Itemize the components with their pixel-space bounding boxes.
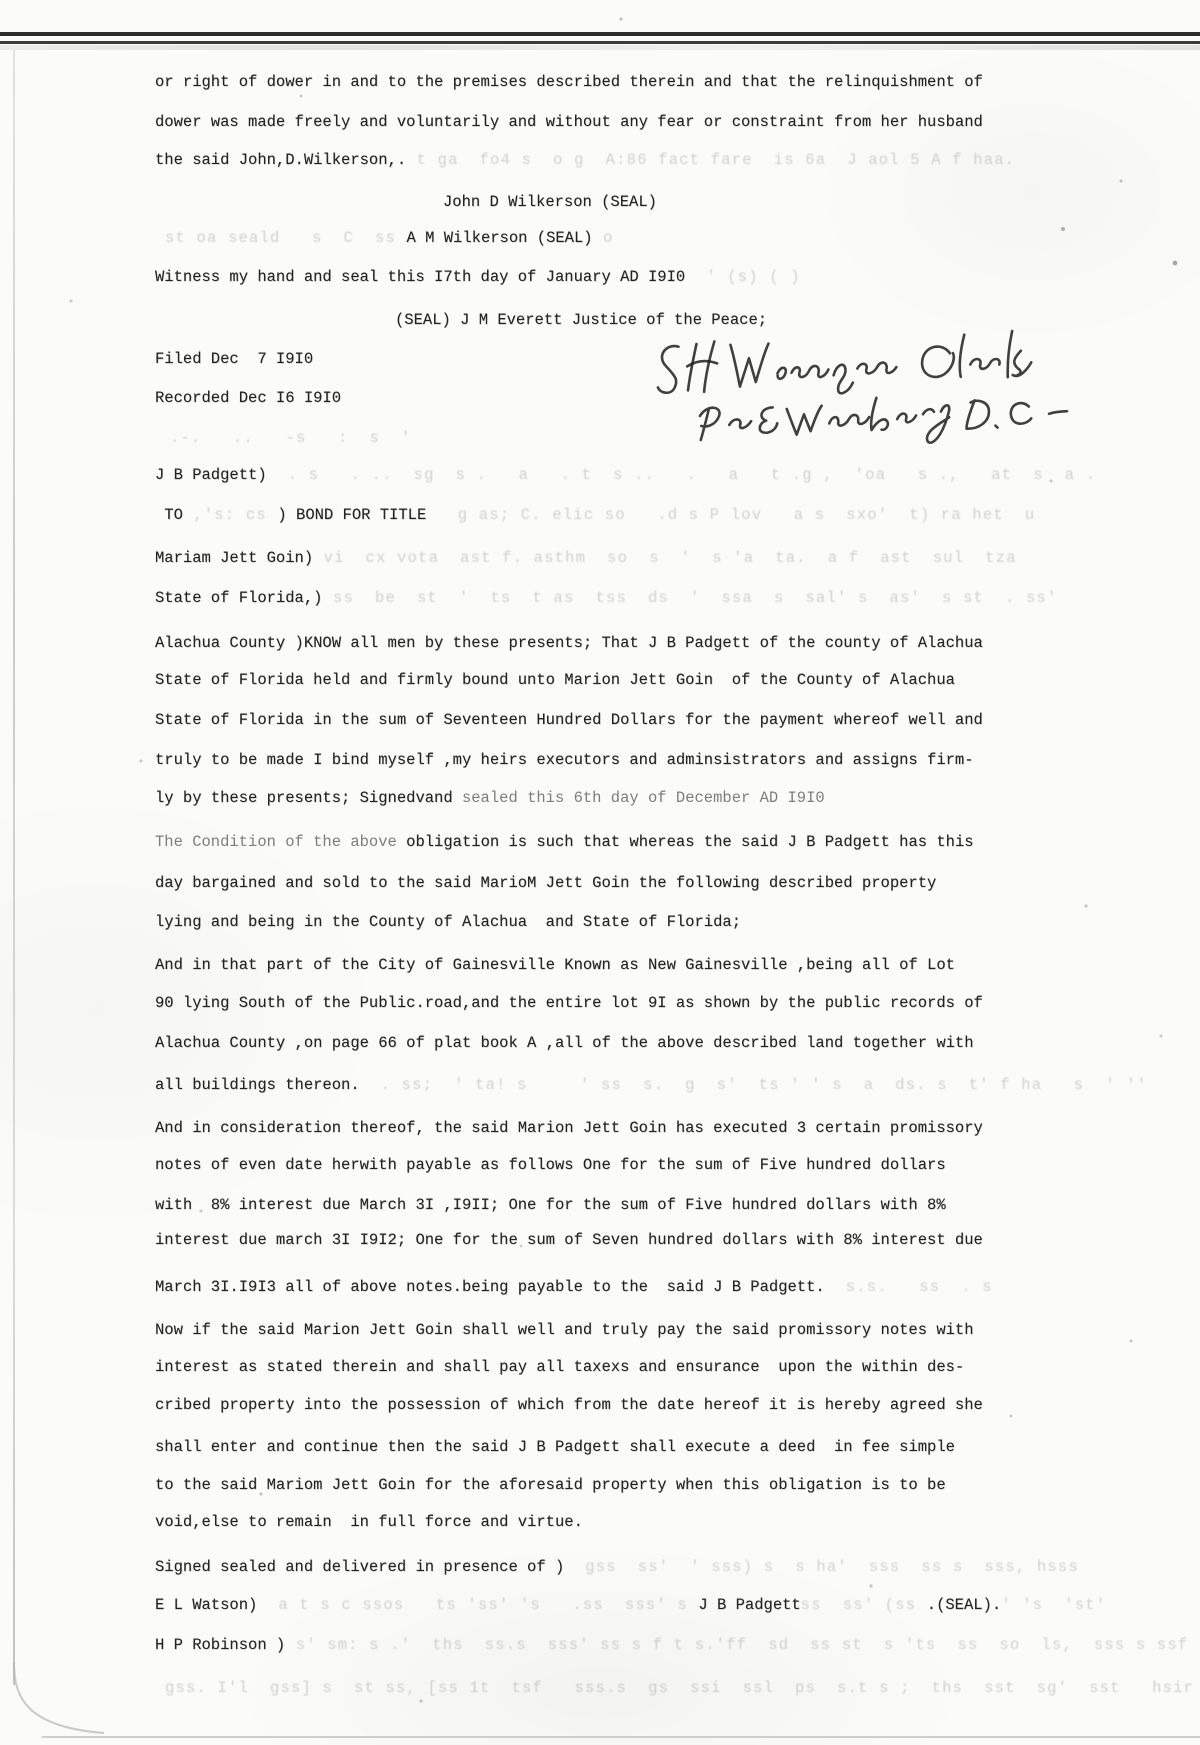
typewritten-text: The Condition of the above [155,833,407,851]
page-corner-curve [0,1655,130,1745]
page-bottom-edge-line [42,1736,1200,1738]
document-line [155,349,313,369]
typewritten-text: State of Florida held and firmly bound unto Marion Jett Goin of the County of Alachua [155,671,955,689]
typewritten-text: 90 lying South of the Public.road,and the entire lot 9I as shown by the public records of [155,994,983,1012]
document-line [155,710,983,730]
typewritten-text: And in that part of the City of Gainesville Known as New Gainesville ,being all of Lot [155,956,955,974]
typewritten-text: obligation is such that whereas the said J B Padgett has this [406,833,974,851]
typewritten-text: notes of even date herwith payable as follows One for the sum of Five hundred dollars [155,1156,946,1174]
document-line [155,1595,1106,1615]
page-left-edge-line [13,50,15,1685]
document-line [155,1155,946,1175]
typewritten-text: Recorded Dec I6 I9I0 [155,389,342,407]
document-line [155,955,955,975]
document-line [155,150,1015,170]
typewritten-text: truly to be made I bind myself ,my heirs executors and adminsistrators and assigns firm- [155,751,974,769]
document-line [155,72,983,92]
typewritten-text: sealed this 6th day of December AD I9I0 [461,789,825,807]
top-scan-rule-2 [0,41,1200,44]
typewritten-text: Witness my hand and seal this I7th day of January AD I9I0 [155,268,686,286]
typewritten-text: Mariam Jett Goin) [155,549,314,567]
typewritten-text: the said John,D.Wilkerson,. [155,151,407,169]
document-line [155,548,1017,568]
ghost-text: . s . .. sg s . a . t s .. . a t .g , 'oa s ., at s a . [266,466,1097,484]
document-line [155,750,974,770]
document-line [155,788,825,808]
typewritten-text: State of Florida,) [155,589,323,607]
document-line [155,1230,983,1250]
typewritten-text: with 8% interest due March 3I ,I9II; One for the sum of Five hundred dollars with 8% [155,1196,946,1214]
clerk-signature-handwriting [634,312,1108,460]
document-line [155,1395,983,1415]
typewritten-text: Alachua County ,on page 66 of plat book A ,all of the above described land together with [155,1034,974,1052]
ghost-text: ' (s) ( ) [685,268,801,286]
typewritten-text: H P Robinson ) [155,1636,286,1654]
scan-noise-specks [0,0,2,2]
ghost-text: gss ss' ' sss) s s ha' sss ss s sss, hsss [564,1558,1079,1576]
typewritten-text: E L Watson) [155,1596,258,1614]
document-line [155,1475,946,1495]
document-line [155,993,983,1013]
ghost-text: ' 's 'st' [1001,1596,1107,1614]
typewritten-text: State of Florida in the sum of Seventeen Hundred Dollars for the payment whereof well and [155,711,983,729]
document-line [155,1437,955,1457]
document-line [443,192,657,212]
document-line [155,1635,1188,1655]
document-line [155,505,1035,525]
ghost-text: s.s. ss . s [824,1278,993,1296]
typewritten-text: A M Wilkerson (SEAL) [406,229,593,247]
document-line [155,588,1058,608]
ghost-text: gss. I'l gss] s st ss, [ss 1t tsf sss.s gs ssi ssl ps s.t s ; ths sst sg' sst hsir [165,1679,1195,1697]
typewritten-text: to the said Mariom Jett Goin for the aforesaid property when this obligation is to be [155,1476,946,1494]
document-line [155,1195,946,1215]
document-line [155,1357,964,1377]
ghost-text: .-. .. -s : s ' [170,429,412,447]
ghost-text: ,'s: cs [182,506,278,524]
document-line [155,465,1096,485]
document-line [155,873,936,893]
document-line [155,670,955,690]
typewritten-text: J B Padgett [698,1596,801,1614]
document-line [155,1033,974,1053]
signature-line-2 [700,391,1068,450]
typewritten-text: Filed Dec 7 I9I0 [155,350,314,368]
typewritten-text: ly by these presents; Signedvand [155,789,462,807]
typewritten-text: Alachua County )KNOW all men by these presents; That J B Padgett of the county of Alachua [155,634,983,652]
typewritten-text: or right of dower in and to the premises described therein and that the relinquishment of [155,73,983,91]
document-line [155,633,983,653]
ghost-text: a t s c ssos ts 'ss' 's .ss sss' s [257,1596,699,1614]
typewritten-text: dower was made freely and voluntarily and without any fear or constraint from her husband [155,113,983,131]
typewritten-text: interest due march 3I I9I2; One for the sum of Seven hundred dollars with 8% interest due [155,1231,983,1249]
typewritten-text: day bargained and sold to the said MarioM Jett Goin the following described property [155,874,937,892]
typewritten-text: .(SEAL). [926,1596,1002,1614]
document-line [170,428,412,448]
typewritten-text: Signed sealed and delivered in presence of ) [155,1558,565,1576]
document-line [155,832,974,852]
typewritten-text: lying and being in the County of Alachua and State of Florida; [155,913,741,931]
typewritten-text: interest as stated therein and shall pay all taxexs and ensurance upon the within des- [155,1358,965,1376]
document-line [165,228,614,248]
typewritten-text: (SEAL) J M Everett Justice of the Peace; [395,311,768,329]
document-line [155,1118,983,1138]
typewritten-text: John D Wilkerson (SEAL) [443,193,657,211]
ghost-text: t ga fo4 s o g A:86 fact fare is 6a J aol 5 A f haa. [406,151,1016,169]
typewritten-text: void,else to remain in full force and virtue. [155,1513,583,1531]
document-line [165,1678,1194,1698]
document-line [155,267,801,287]
top-scan-smear [0,45,1200,50]
document-line [155,1512,583,1532]
document-line [395,310,767,330]
ghost-text: vi cx vota ast f. asthm so s ' s 'a ta. a f ast sul tza [313,549,1017,567]
document-line [155,1320,974,1340]
typewritten-text: cribed property into the possession of which from the date hereof it is hereby agreed she [155,1396,983,1414]
document-line [155,1277,993,1297]
document-line [155,912,741,932]
ghost-text: ss be st ' ts t as tss ds ' ssa s sal' s as' s st . ss' [322,589,1058,607]
ghost-text: ss ss' (ss [800,1596,927,1614]
ghost-text: st oa seald s C ss [165,229,407,247]
top-scan-rule-1 [0,32,1200,36]
document-line [155,112,983,132]
typewritten-text: And in consideration thereof, the said Marion Jett Goin has executed 3 certain promissory [155,1119,983,1137]
ghost-text: g as; C. elic so .d s P lov a s sxo' t) ra het u [426,506,1036,524]
typewritten-text: J B Padgett) [155,466,267,484]
typewritten-text: ) BOND FOR TITLE [277,506,427,524]
signature-line-1 [656,330,1032,399]
document-line [155,388,341,408]
typewritten-text: March 3I.I9I3 all of above notes.being payable to the said J B Padgett. [155,1278,825,1296]
typewritten-text: shall enter and continue then the said J B Padgett shall execute a deed in fee simple [155,1438,955,1456]
ghost-text: s' sm: s .' ths ss.s sss' ss s f t s.'ff sd ss st s 'ts ss so ls, sss s ssf [285,1636,1189,1654]
typewritten-text: Now if the said Marion Jett Goin shall well and truly pay the said promissory notes with [155,1321,974,1339]
ghost-text: o [592,229,614,247]
typewritten-text: all buildings thereon. [155,1076,360,1094]
ghost-text: . ss; ' ta! s ' ss s. g s' ts ' ' s a ds. s t' f ha s ' '' [359,1076,1148,1094]
document-line [155,1557,1079,1577]
document-line [155,1075,1147,1095]
typewritten-text: TO [155,506,183,524]
